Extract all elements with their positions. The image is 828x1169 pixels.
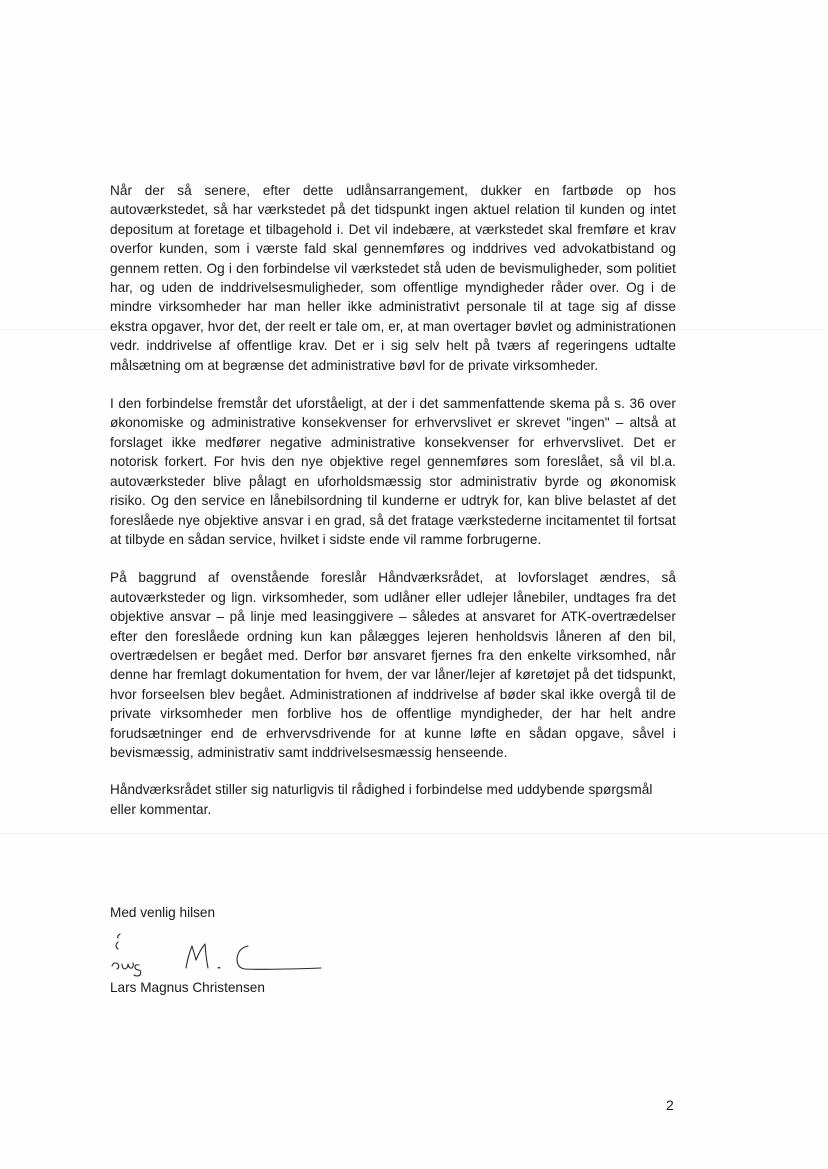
scan-artifact-line [0, 833, 828, 834]
signer-name: Lars Magnus Christensen [110, 980, 265, 995]
paragraph: Når der så senere, efter dette udlånsarrangement, dukker en fartbøde op hos autoværkstedet, så har værkstedet på det tidspunkt ingen aktuel relation til kunden og intet depositum at foretage et tilbagehold i. Det vil indebære, at værkstedet skal fremføre et krav overfor kunden, som i værste fald skal gennemføres og inddrives ved advokatbistand og gennem retten. Og i den forbindelse vil værkstedet stå uden de bevismuligheder, som politiet har, og uden de inddrivelsesmuligheder, som offentlige myndigheder råder over. Og i de mindre virksomheder har man heller ikke administrativt personale til at tage sig af disse ekstra opgaver, hvor det, der reelt er tale om, er, at man overtager bøvlet og administrationen vedr. inddrivelse af offentlige krav. Det er i sig selv helt på tværs af regeringens udtalte målsætning om at begrænse det administrative bøvl for de private virksomheder. [110, 183, 676, 373]
closing-greeting: Med venlig hilsen [110, 905, 216, 920]
letter-body [110, 181, 676, 819]
paragraph: I den forbindelse fremstår det uforståeligt, at der i det sammenfattende skema på s. 36 over økonomiske og administrative konsekvenser for erhvervslivet er skrevet "ingen" – altså at forslaget ikke medfører negative administrative konsekvenser for erhvervslivet. Det er notorisk forkert. For hvis den nye objektive regel gennemføres som foreslået, så vil bl.a. autoværksteder blive pålagt en uforholdsmæssig stor administrativ byrde og økonomisk risiko. Og den service en lånebilsordning til kunderne er udtryk for, kan blive belastet af det foreslåede nye objektive ansvar i en grad, så det fratage værkstederne incitamentet til fortsat at tilbyde en sådan service, hvilket i sidste ende vil ramme forbrugerne. [110, 396, 676, 547]
paragraph: På baggrund af ovenstående foreslår Håndværksrådet, at lovforslaget ændres, så autoværksteder og lign. virksomheder, som udlåner eller udlejer lånebiler, undtages fra det objektive ansvar – på linje med leasinggivere – således at ansvaret for ATK-overtrædelser efter den foreslåede ordning kun kan pålægges lejeren henholdsvis låneren af den bil, overtrædelsen er begået med. Derfor bør ansvaret fjernes fra den enkelte virksomhed, når denne har fremlagt dokumentation for hvem, der var låner/lejer af køretøjet på det tidspunkt, hvor forseelsen blev begået. Administrationen af inddrivelse af bøder skal ikke overgå til de private virksomheder men forblive hos de offentlige myndigheder, der har helt andre forudsætninger end de erhvervsdrivende for at kunne løfte en sådan opgave, såvel i bevismæssig, administrativ samt inddrivelsesmæssig henseende. [110, 570, 676, 760]
paragraph: Håndværksrådet stiller sig naturligvis til rådighed i forbindelse med uddybende spørgsmål eller kommentar. [110, 782, 653, 817]
handwritten-signature [106, 930, 326, 984]
page-number: 2 [666, 1097, 674, 1113]
